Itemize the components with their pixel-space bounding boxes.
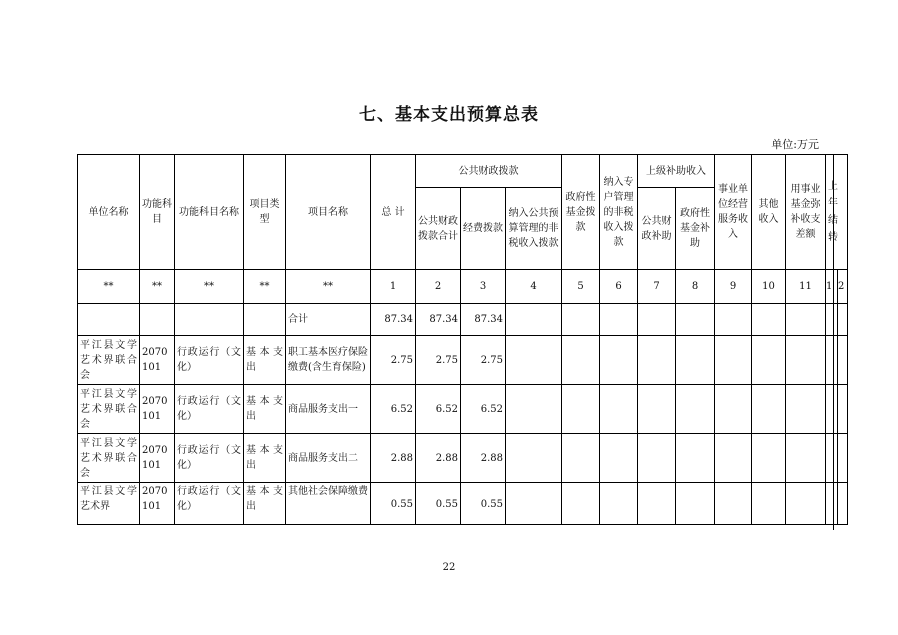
total-operating: 87.34 [461, 304, 506, 336]
cell-total: 0.55 [371, 483, 416, 525]
cell-type: 基本支出 [244, 434, 286, 483]
index-cell: 7 [638, 270, 676, 304]
cell-operating: 6.52 [461, 385, 506, 434]
col-item-type: 项目类型 [244, 155, 286, 270]
cell-unit: 平江县文学艺术界 [78, 483, 140, 525]
header-row-1 [78, 155, 848, 188]
cell-subtotal: 6.52 [416, 385, 461, 434]
unit-label: 单位:万元 [771, 138, 819, 151]
col-upper-subsidy: 上级补助收入 [638, 155, 715, 188]
col-last-year-carryover [826, 155, 848, 270]
total-subtotal: 87.34 [416, 304, 461, 336]
cell-total: 2.75 [371, 336, 416, 385]
cell-subtotal: 2.75 [416, 336, 461, 385]
index-cell: 3 [461, 270, 506, 304]
total-label: 合计 [286, 304, 371, 336]
cell-item: 职工基本医疗保险缴费(含生育保险) [286, 336, 371, 385]
cell-item: 其他社会保障缴费 [286, 483, 371, 525]
col-us-gov-fund: 政府性基金补助 [676, 188, 715, 270]
cell-unit: 平江县文学艺术界联合会 [78, 434, 140, 483]
index-cell: 5 [562, 270, 600, 304]
cell-unit: 平江县文学艺术界联合会 [78, 385, 140, 434]
cell-code: 2070101 [140, 336, 175, 385]
index-cell: 4 [506, 270, 562, 304]
cell-type: 基本支出 [244, 336, 286, 385]
cell-item: 商品服务支出二 [286, 434, 371, 483]
index-cell: ** [175, 270, 244, 304]
table-row [78, 385, 848, 434]
index-cell: 2 [416, 270, 461, 304]
cell-func: 行政运行（文化） [175, 434, 244, 483]
cell-item: 商品服务支出一 [286, 385, 371, 434]
table-row [78, 483, 848, 525]
index-cell: 8 [676, 270, 715, 304]
col-public-finance: 公共财政拨款 [416, 155, 562, 188]
last-col-end: 转 [828, 232, 839, 243]
col-func-code: 功能科目 [140, 155, 175, 270]
index-cell: ** [78, 270, 140, 304]
index-cell: 9 [715, 270, 752, 304]
index-cell: ** [244, 270, 286, 304]
cell-type: 基本支出 [244, 385, 286, 434]
page-number: 22 [442, 562, 456, 573]
cell-total: 2.88 [371, 434, 416, 483]
last-col-mid: 年 [828, 198, 839, 209]
cell-operating: 2.88 [461, 434, 506, 483]
last-col-top: 上 [828, 181, 839, 192]
cell-subtotal: 0.55 [416, 483, 461, 525]
last-col-bot: 结 [828, 215, 839, 226]
budget-table [77, 154, 848, 525]
index-cell: 2 [838, 270, 848, 304]
col-pf-subtotal: 公共财政拨款合计 [416, 188, 461, 270]
col-item-name: 项目名称 [286, 155, 371, 270]
cell-type: 基本支出 [244, 483, 286, 525]
index-cell: 10 [752, 270, 786, 304]
index-cell: 1 [371, 270, 416, 304]
col-func-name: 功能科目名称 [175, 155, 244, 270]
cell-func: 行政运行（文化） [175, 385, 244, 434]
col-fund-makeup: 用事业基金弥补收支差额 [786, 155, 826, 270]
col-special-nontax: 纳入专户管理的非税收入拨款 [600, 155, 638, 270]
total-sum: 87.34 [371, 304, 416, 336]
cell-operating: 0.55 [461, 483, 506, 525]
page-title: 七、基本支出预算总表 [359, 105, 539, 125]
col-pf-nontax: 纳入公共预算管理的非税收入拨款 [506, 188, 562, 270]
col-gov-fund: 政府性基金拨款 [562, 155, 600, 270]
col-total: 总 计 [371, 155, 416, 270]
cell-code: 2070101 [140, 434, 175, 483]
col-unit-name: 单位名称 [78, 155, 140, 270]
budget-table-container [77, 154, 845, 530]
table-row [78, 434, 848, 483]
index-cell: 6 [600, 270, 638, 304]
cell-func: 行政运行（文化） [175, 483, 244, 525]
cell-unit: 平江县文学艺术界联合会 [78, 336, 140, 385]
cell-total: 6.52 [371, 385, 416, 434]
table-row [78, 336, 848, 385]
total-row [78, 304, 848, 336]
col-other-income: 其他收入 [752, 155, 786, 270]
cell-operating: 2.75 [461, 336, 506, 385]
index-row [78, 270, 848, 304]
index-cell: ** [140, 270, 175, 304]
cell-code: 2070101 [140, 385, 175, 434]
col-us-public: 公共财政补助 [638, 188, 676, 270]
col-business-income: 事业单位经营服务收入 [715, 155, 752, 270]
cell-subtotal: 2.88 [416, 434, 461, 483]
cell-func: 行政运行（文化） [175, 336, 244, 385]
index-cell: ** [286, 270, 371, 304]
index-cell: 1 [826, 270, 838, 304]
index-cell: 11 [786, 270, 826, 304]
cell-code: 2070101 [140, 483, 175, 525]
col-pf-operating: 经费拨款 [461, 188, 506, 270]
